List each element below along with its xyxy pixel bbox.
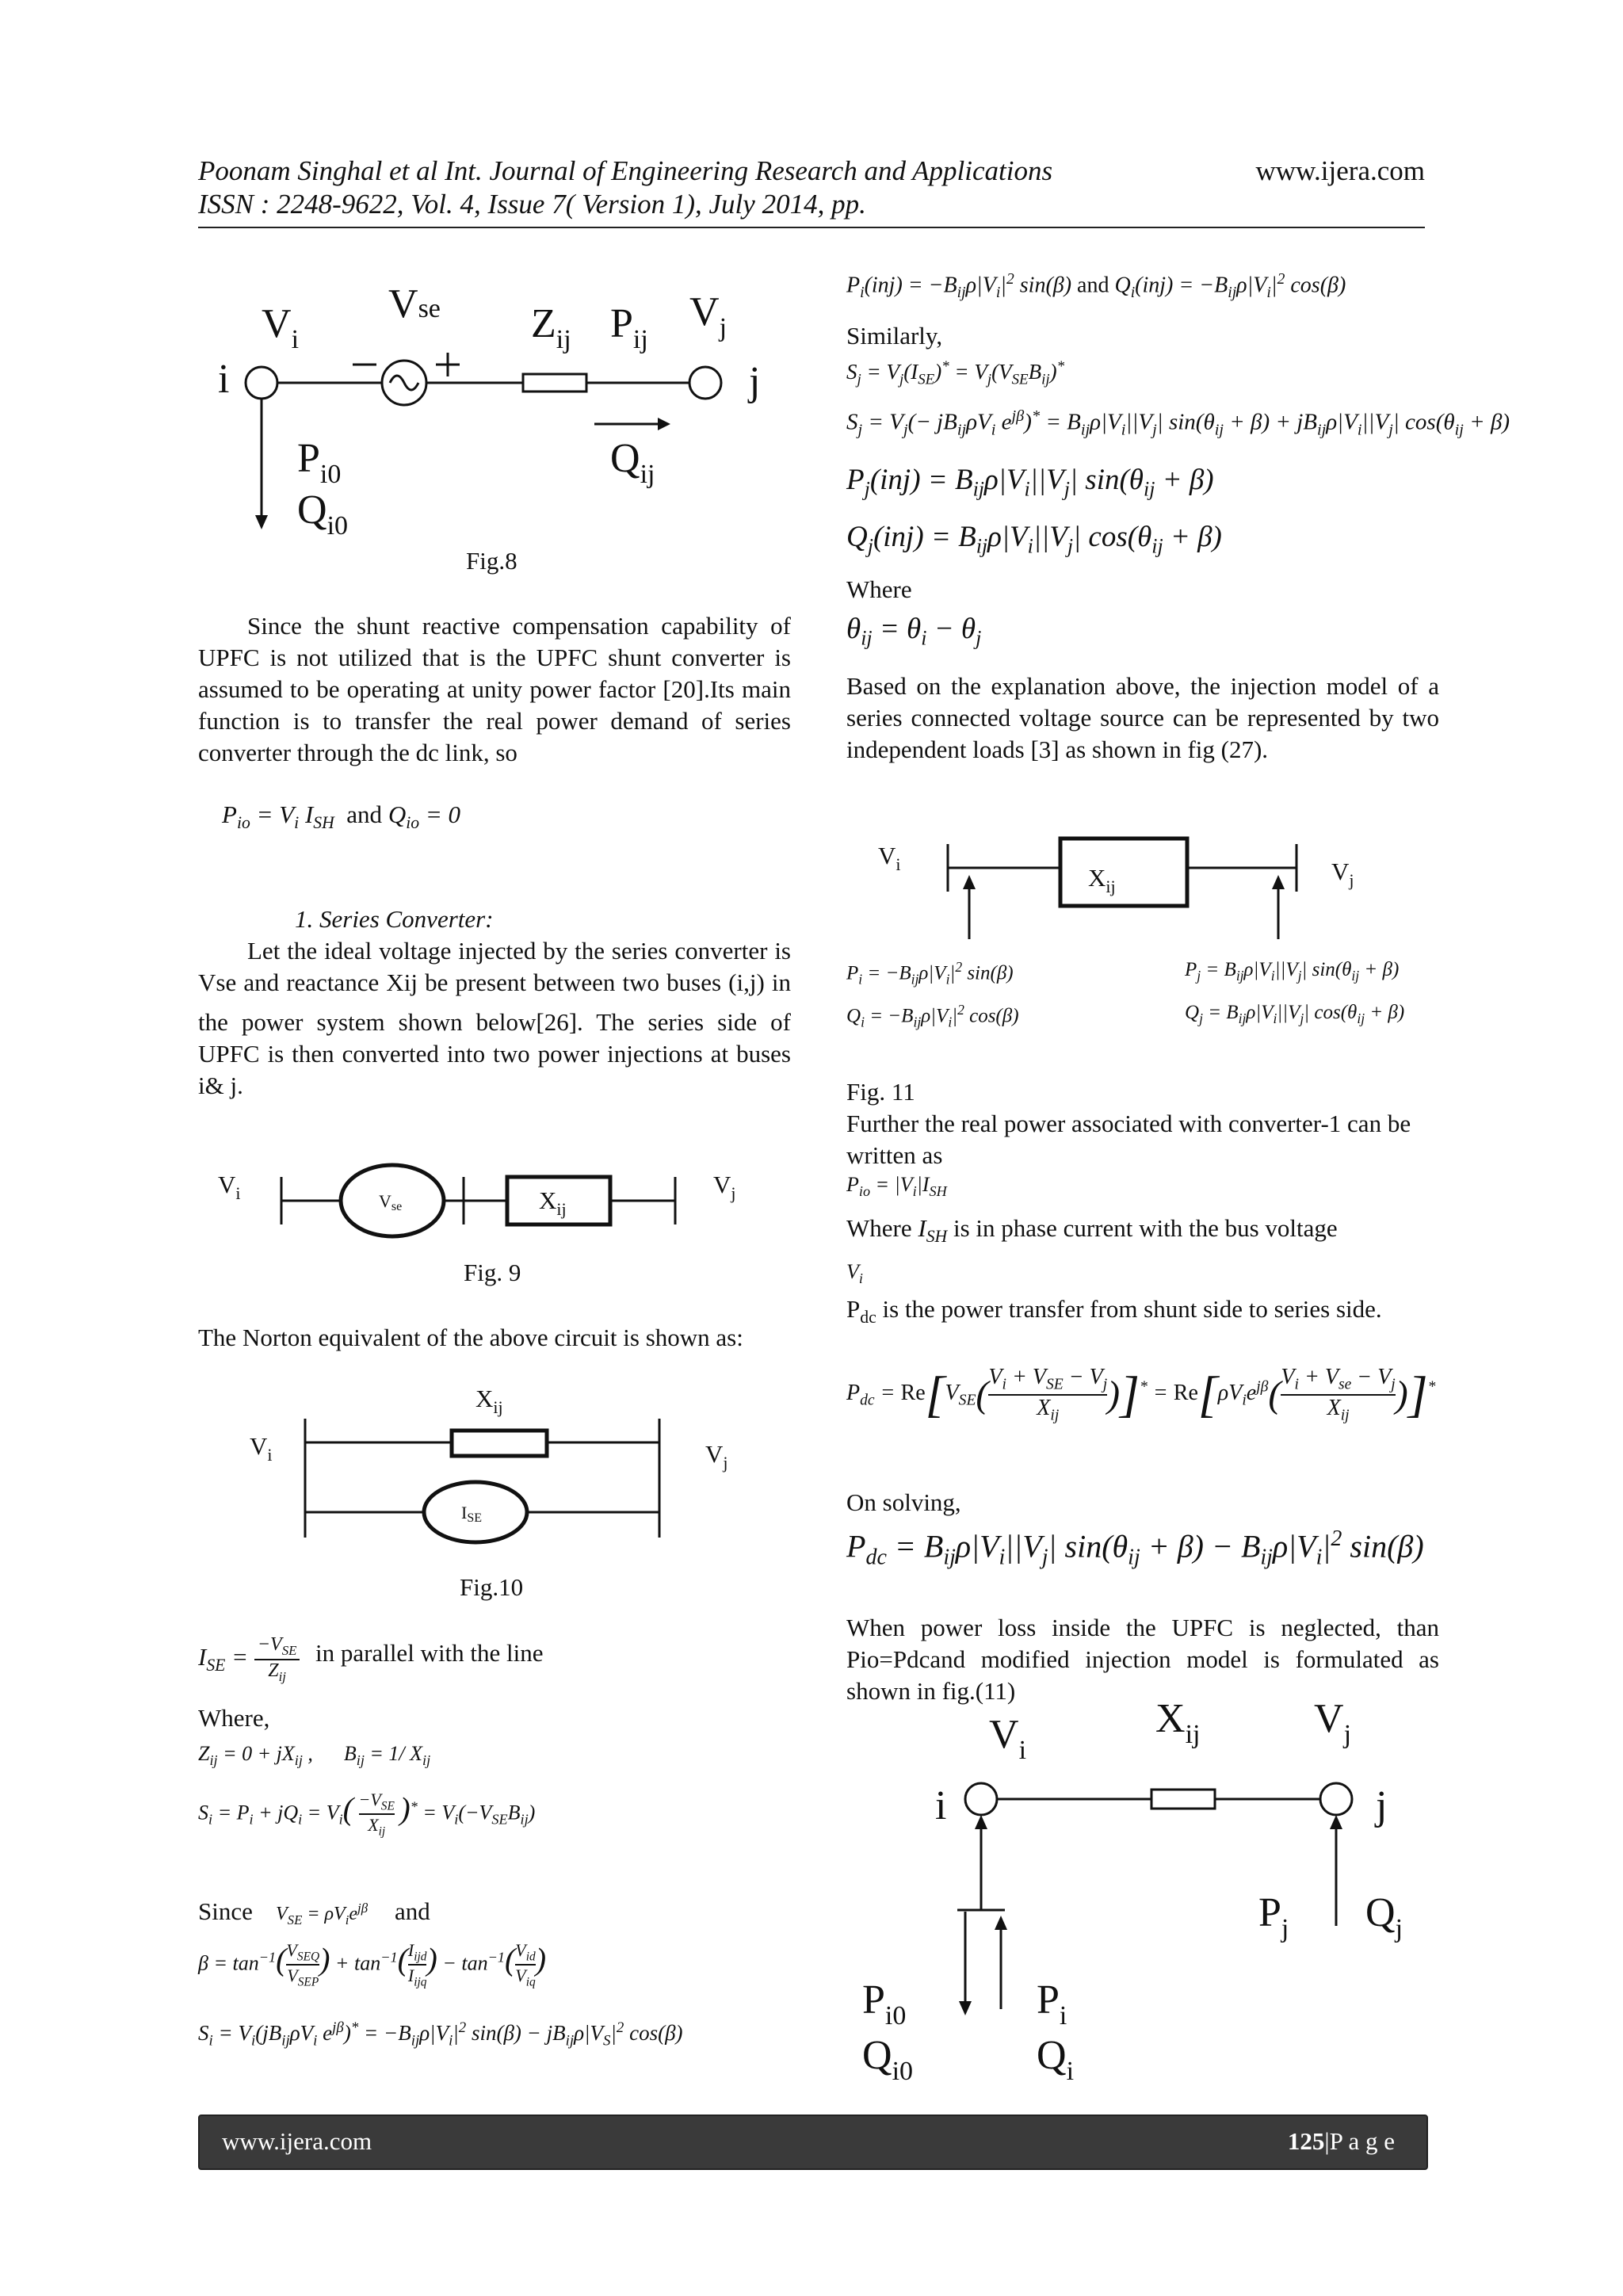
para2-part2: se and reactance X xyxy=(216,968,404,996)
equation-sj: $S_j = V_j(I_{SE})^* = V_j(V_{SE}B_{ij})^*$ xyxy=(846,358,1065,388)
equation-fig11-qi: $Q_i = -B_{ij}\rho|V_i|^2$ cos(β) xyxy=(846,1002,1019,1030)
fig8-caption: Fig.8 xyxy=(466,547,517,575)
equation-fig11-pj: $P_j = B_{ij}\rho|V_i||V_j|$ $\sin(\theta_{ij} + \beta)$ xyxy=(1185,959,1400,984)
svg-text:Vse: Vse xyxy=(388,281,441,327)
svg-text:Vj: $V_j$ xyxy=(689,289,727,342)
equation-sj-expanded: $S_j = V_j(- jB_{ij}\rho V_i$ $e^{j\beta})^* = B_{ij}\rho|V_i||V_j|$ $\sin(\theta_{ij} + \beta) + jB_{ij}\rho|V_i||V_j|$ $\cos(\theta_{ij} + \beta)$ xyxy=(846,407,1510,439)
heading-series-converter: 1. Series Converter: xyxy=(295,905,494,933)
svg-text:j: j xyxy=(749,359,761,404)
svg-text:Pij: $P_{ij}$ xyxy=(610,301,648,354)
equation-qj-inj: $Q_j(inj) = B_{ij}\rho|V_i||V_j|$ $\cos(\theta_{ij} + \beta)$ xyxy=(846,521,1222,558)
text-where-right: Where xyxy=(846,575,912,603)
svg-text:Pi: $P_i$ xyxy=(1037,1977,1067,2030)
equation-fig11-qj: $Q_j = B_{ij}\rho|V_i||V_j|$ $\cos(\theta_{ij} + \beta)$ xyxy=(1185,1002,1405,1026)
equation-si: $S_i = P_i + jQ_i = V_i$( $-V_{SE}$ $X_{ij}$ )$^* = V_i(-V_{SE}B_{ij})$ xyxy=(198,1790,536,1839)
text-similarly: Similarly, xyxy=(846,322,943,350)
footer-url[interactable]: www.ijera.com xyxy=(222,2127,372,2155)
svg-text:i: i xyxy=(935,1783,947,1828)
paragraph-norton: The Norton equivalent of the above circuit is shown as: xyxy=(198,1324,743,1351)
text-pdc: is the power transfer from shunt side to series side. xyxy=(882,1295,1382,1323)
svg-text:Pi0: $P_{i0}$ xyxy=(862,1977,907,2030)
equation-zij: $Z_{ij} = 0 + jX_{ij}$ , $B_{ij} = 1/$ $X_{ij}$ xyxy=(198,1742,431,1769)
svg-text:j: j xyxy=(1376,1783,1388,1828)
equation-pi-inj: $P_i(inj) = -B_{ij}\rho|V_i|^2$ sin(β) and $Q_i(inj) = -B_{ij}\rho|V_i|^2$ cos(β) xyxy=(846,271,1346,301)
equation-beta: $\beta = \tan^{-1}$( $V_{SEQ}$ $V_{SEP}$ ) + $\tan^{-1}$( $I_{ijd}$ $I_{ijq}$ ) − $\tan^{-1}$( $V_{id}$ $V_{iq}$ ) xyxy=(198,1940,547,1989)
svg-text:Qi: $Q_i$ xyxy=(1037,2033,1075,2086)
para2-part3: ij be present between two buses (i,j) in the power system shown below[26]. The series side of UPFC is then converted into two power injections at buses i& j. xyxy=(198,968,792,1100)
footer-page xyxy=(1288,2127,1395,2156)
journal-url[interactable]: www.ijera.com xyxy=(1255,155,1425,186)
header-rule xyxy=(198,227,1425,228)
text-where-ish: Where xyxy=(846,1214,912,1242)
para-loss-2: io=P xyxy=(860,1645,907,1673)
journal-title: Poonam Singhal et al Int. Journal of Engineering Research and Applications xyxy=(198,155,1053,186)
symbol-vi: $V_i$ xyxy=(846,1260,863,1287)
issn-line: ISSN : 2248-9622, Vol. 4, Issue 7( Version 1), July 2014, pp. xyxy=(198,189,866,220)
text-where-ish-rest: is in phase current with the bus voltage xyxy=(953,1214,1338,1242)
svg-text:Vi: $V_i$ xyxy=(262,301,300,354)
svg-text:ISE: ISE xyxy=(461,1503,482,1525)
fig10-caption: Fig.10 xyxy=(460,1573,524,1601)
para2-part1: Let the ideal voltage injected by the series converter is V xyxy=(198,937,791,996)
paragraph-series xyxy=(198,935,791,1102)
para-loss-3: dcand modified injection model is formulated as shown in fig.(11) xyxy=(846,1645,1439,1705)
svg-text:Vj: $V_j$ xyxy=(1314,1696,1352,1749)
fig9-diagram xyxy=(198,1141,800,1244)
equation-pio-abs: $P_{io} = |V_i|I_{SH}$ xyxy=(846,1173,947,1200)
paragraph-pdc: $P_{dc}$ is the power transfer from shunt side to series side. xyxy=(846,1295,1382,1328)
svg-text:Xij: $X_{ij}$ xyxy=(475,1385,503,1417)
equation-pdc-solved: $P_{dc} = B_{ij}\rho|V_i||V_j|$ $\sin(\theta_{ij} + \beta) - B_{ij}\rho|V_i|^2$ sin(β) xyxy=(846,1526,1424,1570)
svg-text:Qij: $Q_{ij}$ xyxy=(610,436,655,489)
fig9-caption: Fig. 9 xyxy=(464,1259,521,1286)
svg-text:Vi: $V_i$ xyxy=(218,1171,241,1203)
svg-text:Vi: $V_i$ xyxy=(989,1712,1027,1765)
svg-text:Vj: $V_j$ xyxy=(713,1171,736,1203)
svg-text:i: i xyxy=(218,357,230,402)
text-since: Since xyxy=(198,1897,253,1925)
svg-text:Xij: $X_{ij}$ xyxy=(1155,1696,1201,1749)
paragraph-based: Based on the explanation above, the injection model of a series connected voltage source can be represented by two independent loads [3] as shown in fig (27). xyxy=(846,672,1439,763)
fig10-diagram xyxy=(198,1379,800,1569)
equation-ise: $I_{SE}$ = $-V_{SE}$ $Z_{ij}$ xyxy=(198,1634,300,1685)
svg-text:Qj: $Q_j$ xyxy=(1365,1890,1403,1943)
text-and: and xyxy=(395,1897,430,1925)
fig11-caption: Fig. 11 xyxy=(846,1078,915,1106)
svg-text:Vj: $V_j$ xyxy=(705,1440,728,1473)
equation-fig11-pi: $P_i = -B_{ij}\rho|V_i|^2$ sin(β) xyxy=(846,959,1014,988)
paragraph-where-ish: Where $I_{SH}$ is in phase current with the bus voltage xyxy=(846,1214,1338,1247)
fig8-diagram xyxy=(198,277,800,539)
equation-pdc-re: $P_{dc} = Re[V_{SE}$( $V_i + V_{SE} - V_j$ $X_{ij}$ )]$^* = Re[\rho V_ie^{j\beta}$( $V_i + V_{se} - V_j$ $X_{ij}$ )]* xyxy=(846,1365,1436,1424)
svg-text:Vse: Vse xyxy=(379,1191,403,1213)
equation-pj-inj: $P_j(inj) = B_{ij}\rho|V_i||V_j|$ $\sin(\theta_{ij} + \beta)$ xyxy=(846,464,1214,501)
page-number: 125 xyxy=(1287,2127,1325,2155)
svg-text:Xij: $X_{ij}$ xyxy=(539,1186,567,1219)
text-where-left: Where, xyxy=(198,1704,270,1732)
text-on-solving: On solving, xyxy=(846,1488,961,1516)
paragraph-shunt: Since the shunt reactive compensation capability of UPFC is not utilized that is the UPFC shunt converter is assumed to be operating at unity power factor [20].Its main function is to transfer the real power demand of series converter through the dc link, so xyxy=(198,612,791,766)
svg-text:Pi0: $P_{i0}$ xyxy=(297,436,342,489)
equation-si-expanded: $S_i = V_i(jB_{ij}\rho V_i$ $e^{j\beta})^* = -B_{ij}\rho|V_i|^2$ $\sin(\beta) - jB_{ij}\rho|V_S|^2$ cos(β) xyxy=(198,2019,683,2050)
paragraph-further: Further the real power associated with converter-1 can be written as xyxy=(846,1110,1411,1169)
page-label: |P a g e xyxy=(1324,2127,1395,2155)
text-parallel: in parallel with the line xyxy=(315,1639,544,1667)
fig11-diagram xyxy=(846,824,1449,951)
equation-vse: $V_{SE} = \rho V_ie^{j\beta}$ xyxy=(276,1901,369,1927)
equation-pio: $P_{io} = V_i$ $I_{SH}$ and $Q_{io} = 0$ xyxy=(222,800,460,833)
para-loss-1: When power loss inside the UPFC is neglected, than P xyxy=(846,1614,1439,1673)
svg-text:Vi: $V_i$ xyxy=(878,842,901,874)
fig-modified-injection-diagram xyxy=(846,1696,1449,2092)
svg-text:Qi0: $Q_{i0}$ xyxy=(297,487,349,539)
paragraph-power-loss xyxy=(846,1612,1439,1707)
svg-text:Zij: $Z_{ij}$ xyxy=(531,301,571,354)
equation-theta: $\theta_{ij} = \theta_i - \theta_j$ xyxy=(846,613,982,650)
svg-text:Vi: $V_i$ xyxy=(250,1432,273,1465)
page-footer xyxy=(198,2115,1428,2170)
svg-text:Pj: $P_j$ xyxy=(1258,1890,1289,1943)
svg-text:Xij: $X_{ij}$ xyxy=(1088,864,1116,896)
svg-text:Vj: $V_j$ xyxy=(1331,858,1354,890)
svg-text:Qi0: $Q_{i0}$ xyxy=(862,2033,914,2086)
